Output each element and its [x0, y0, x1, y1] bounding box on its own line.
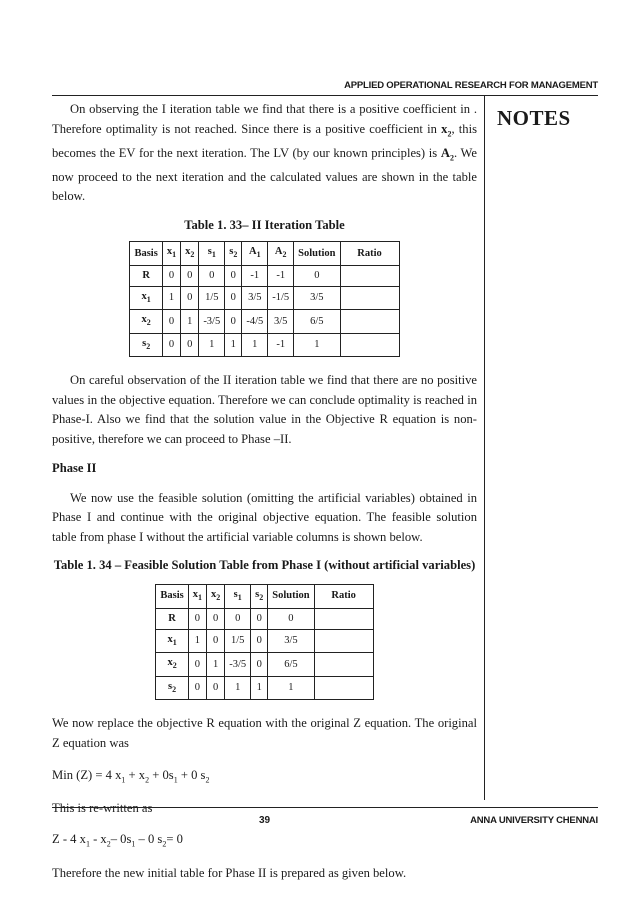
value-cell: 1/5	[225, 629, 251, 653]
table2-caption: Table 1. 34 – Feasible Solution Table from Phase I (without artificial variables)	[53, 558, 476, 573]
value-cell: 0	[206, 676, 224, 700]
value-cell: 1	[225, 676, 251, 700]
equation-rewritten: Z - 4 $x_1 - x_2-$ $0s_1 - 0$ $s_2= 0$	[52, 831, 183, 849]
table2-header-row	[156, 584, 373, 608]
table2-header-solution: Solution	[268, 584, 314, 608]
feasible-solution-table	[155, 584, 373, 700]
rewrite-text: This is re-written as	[52, 801, 153, 816]
table1-header-basis: Basis	[130, 242, 162, 266]
value-cell: 0	[188, 653, 206, 677]
table1-caption: Table 1. 33– II Iteration Table	[184, 217, 345, 232]
notes-label: NOTES	[497, 106, 571, 130]
value-cell	[340, 333, 399, 357]
table1-header-a1: $A_1$	[242, 242, 268, 266]
value-cell: 6/5	[268, 653, 314, 677]
value-cell: 0	[251, 629, 268, 653]
value-cell: 0	[225, 286, 242, 310]
paragraph-2: On careful observation of the II iteration table we find that there are no positive values in the objective equation. Therefore we can conclude optimality is reached in Phase-I. Also we find that the solution value in the Objective R equation is non-positive, therefore we can proceed to Phase –II.	[52, 373, 477, 446]
value-cell: 1	[162, 286, 180, 310]
table1-header-s1: $s_1$	[199, 242, 225, 266]
value-cell: 1	[206, 653, 224, 677]
value-cell: 1	[181, 310, 199, 334]
value-cell: 1	[242, 333, 268, 357]
equation-original: Min (Z) = 4 $x_1 + x_2 + 0s_1 + 0$ $s_2$	[52, 768, 210, 785]
basis-cell: $x_1$	[130, 286, 162, 310]
value-cell: 1	[225, 333, 242, 357]
value-cell: 0	[162, 265, 180, 286]
basis-cell: R	[156, 608, 188, 629]
footer-rule	[52, 807, 598, 808]
basis-cell: $x_1$	[156, 629, 188, 653]
page-number: 39	[259, 815, 271, 826]
table2-header-s1: $s_1$	[225, 584, 251, 608]
value-cell: -3/5	[225, 653, 251, 677]
value-cell: 1	[294, 333, 340, 357]
table-row	[156, 653, 373, 677]
value-cell: 0	[251, 608, 268, 629]
value-cell: 1/5	[199, 286, 225, 310]
value-cell: 3/5	[294, 286, 340, 310]
value-cell	[314, 653, 373, 677]
table2-header-ratio: Ratio	[314, 584, 373, 608]
table1-header-row	[130, 242, 399, 266]
value-cell: 0	[206, 629, 224, 653]
value-cell: 1	[188, 629, 206, 653]
table1-header-s2: $s_2$	[225, 242, 242, 266]
value-cell: 1	[199, 333, 225, 357]
value-cell: 0	[199, 265, 225, 286]
value-cell: 6/5	[294, 310, 340, 334]
value-cell: 3/5	[242, 286, 268, 310]
table2-header-basis: Basis	[156, 584, 188, 608]
value-cell: 0	[268, 608, 314, 629]
value-cell: 0	[251, 653, 268, 677]
value-cell: 0	[162, 310, 180, 334]
table2-header-x1: $x_1$	[188, 584, 206, 608]
main-content	[52, 100, 477, 883]
value-cell: -3/5	[199, 310, 225, 334]
paragraph-5: Therefore the new initial table for Phase II is prepared as given below.	[52, 865, 407, 880]
paragraph-1: On observing the I iteration table we find that there is a positive coefficient in . Therefore optimality is not reached. Since there is a positive coefficient in $x_2$, this becomes the EV for the next iteration. The LV (by our known principles) is $A_2$. We now proceed to the next iteration and the calculated values are shown in the table below.	[52, 102, 477, 204]
value-cell: 0	[188, 608, 206, 629]
value-cell	[340, 310, 399, 334]
table1-header-solution: Solution	[294, 242, 340, 266]
paragraph-3: We now use the feasible solution (omitting the artificial variables) obtained in Phase I and continue with the original objective equation. The feasible solution table from phase I without the artificial variable columns is shown below.	[52, 490, 477, 544]
table2-header-x2: $x_2$	[206, 584, 224, 608]
table-row	[156, 629, 373, 653]
value-cell: -1	[242, 265, 268, 286]
basis-cell: $x_2$	[156, 653, 188, 677]
iteration-table	[129, 241, 399, 357]
value-cell: 0	[225, 265, 242, 286]
table-row	[130, 265, 399, 286]
value-cell: 0	[181, 286, 199, 310]
value-cell	[314, 676, 373, 700]
value-cell: 3/5	[268, 310, 294, 334]
table-row	[156, 608, 373, 629]
running-header: APPLIED OPERATIONAL RESEARCH FOR MANAGEMENT	[344, 80, 598, 91]
table1-header-x2: $x_2$	[181, 242, 199, 266]
table-row	[156, 676, 373, 700]
value-cell	[314, 608, 373, 629]
value-cell: 0	[181, 265, 199, 286]
footer-university: ANNA UNIVERSITY CHENNAI	[470, 815, 598, 826]
value-cell: 0	[181, 333, 199, 357]
value-cell	[340, 286, 399, 310]
table1-header-a2: $A_2$	[268, 242, 294, 266]
value-cell: -1	[268, 265, 294, 286]
header-rule	[52, 95, 598, 96]
table1-header-x1: $x_1$	[162, 242, 180, 266]
value-cell: 0	[294, 265, 340, 286]
table-row	[130, 310, 399, 334]
paragraph-4: We now replace the objective R equation with the original Z equation. The original Z equation was	[52, 716, 477, 750]
basis-cell: R	[130, 265, 162, 286]
value-cell: 0	[225, 608, 251, 629]
value-cell: -1	[268, 333, 294, 357]
value-cell: 0	[206, 608, 224, 629]
value-cell: 3/5	[268, 629, 314, 653]
value-cell	[340, 265, 399, 286]
table1-header-ratio: Ratio	[340, 242, 399, 266]
table2-header-s2: $s_2$	[251, 584, 268, 608]
value-cell: 0	[225, 310, 242, 334]
value-cell	[314, 629, 373, 653]
value-cell: -4/5	[242, 310, 268, 334]
table-row	[130, 333, 399, 357]
basis-cell: $x_2$	[130, 310, 162, 334]
table-row	[130, 286, 399, 310]
phase-ii-heading: Phase II	[52, 461, 97, 476]
value-cell: 0	[188, 676, 206, 700]
basis-cell: $s_2$	[156, 676, 188, 700]
value-cell: 1	[251, 676, 268, 700]
basis-cell: $s_2$	[130, 333, 162, 357]
value-cell: 0	[162, 333, 180, 357]
value-cell: 1	[268, 676, 314, 700]
value-cell: -1/5	[268, 286, 294, 310]
margin-divider	[484, 95, 485, 800]
